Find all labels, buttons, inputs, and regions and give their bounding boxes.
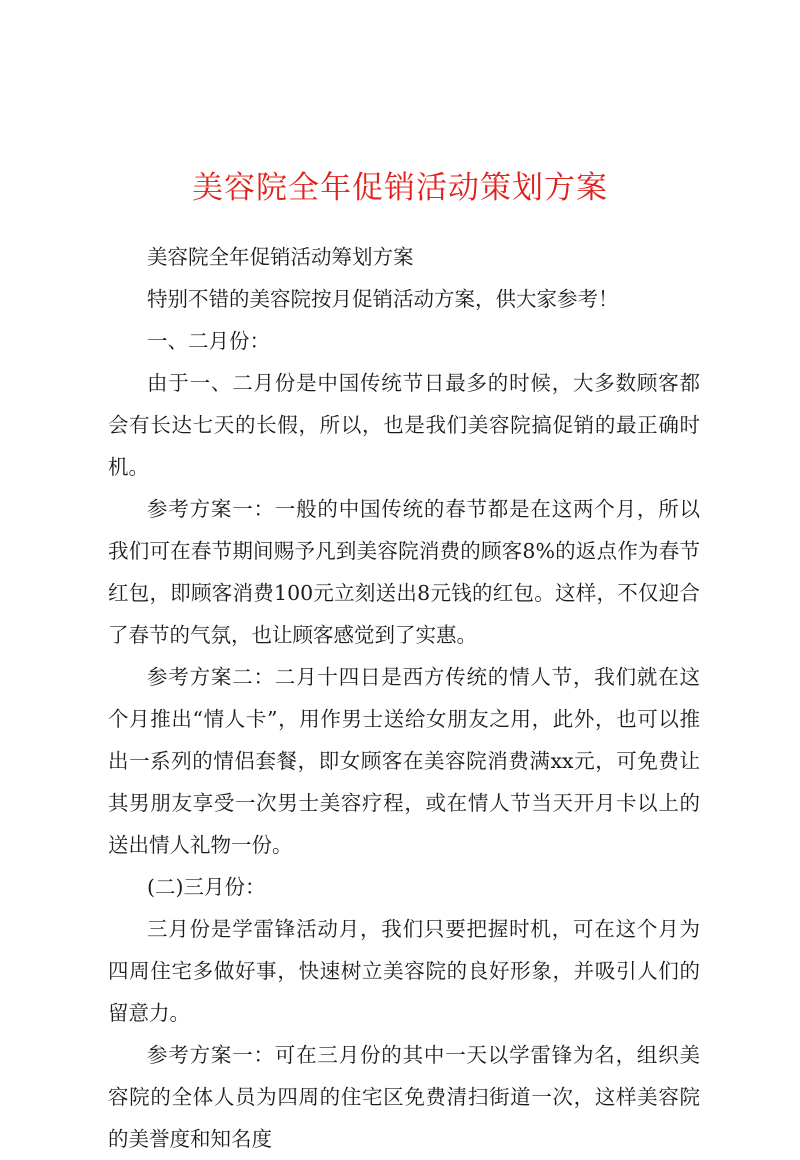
paragraph-plan-two-valentines: 参考方案二：二月十四日是西方传统的情人节，我们就在这个月推出“情人卡”，用作男士送给女朋友之用，此外，也可以推出一系列的情侣套餐，即女顾客在美容院消费满xx元，可免费让其男朋友享受一次男士美容疗程，或在情人节当天开月卡以上的送出情人礼物一份。 [108, 665, 700, 857]
document-title: 美容院全年促销活动策划方案 [192, 170, 608, 206]
paragraph-march-reason: 三月份是学雷锋活动月，我们只要把握时机，可在这个月为四周住宅多做好事，快速树立美容院的良好形象，并吸引人们的留意力。 [108, 917, 700, 1025]
paragraph-plan-one-spring-festival: 参考方案一：一般的中国传统的春节都是在这两个月，所以我们可在春节期间赐予凡到美容院消费的顾客8%的返点作为春节红包，即顾客消费100元立刻送出8元钱的红包。这样，不仅迎合了春节的气氛，也让顾客感觉到了实惠。 [108, 497, 700, 647]
document-body [108, 236, 700, 1160]
paragraph-march-plan-one: 参考方案一：可在三月份的其中一天以学雷锋为名，组织美容院的全体人员为四周的住宅区免费清扫街道一次，这样美容院的美誉度和知名度 [108, 1043, 700, 1151]
section-heading-jan-feb: 一、二月份： [147, 329, 270, 353]
section-heading-march: (二)三月份： [147, 875, 266, 899]
paragraph-subtitle: 美容院全年促销活动筹划方案 [147, 245, 414, 269]
paragraph-intro: 特别不错的美容院按月促销活动方案，供大家参考！ [147, 287, 619, 311]
paragraph-jan-feb-reason: 由于一、二月份是中国传统节日最多的时候，大多数顾客都会有长达七天的长假，所以，也是我们美容院搞促销的最正确时机。 [108, 371, 700, 479]
